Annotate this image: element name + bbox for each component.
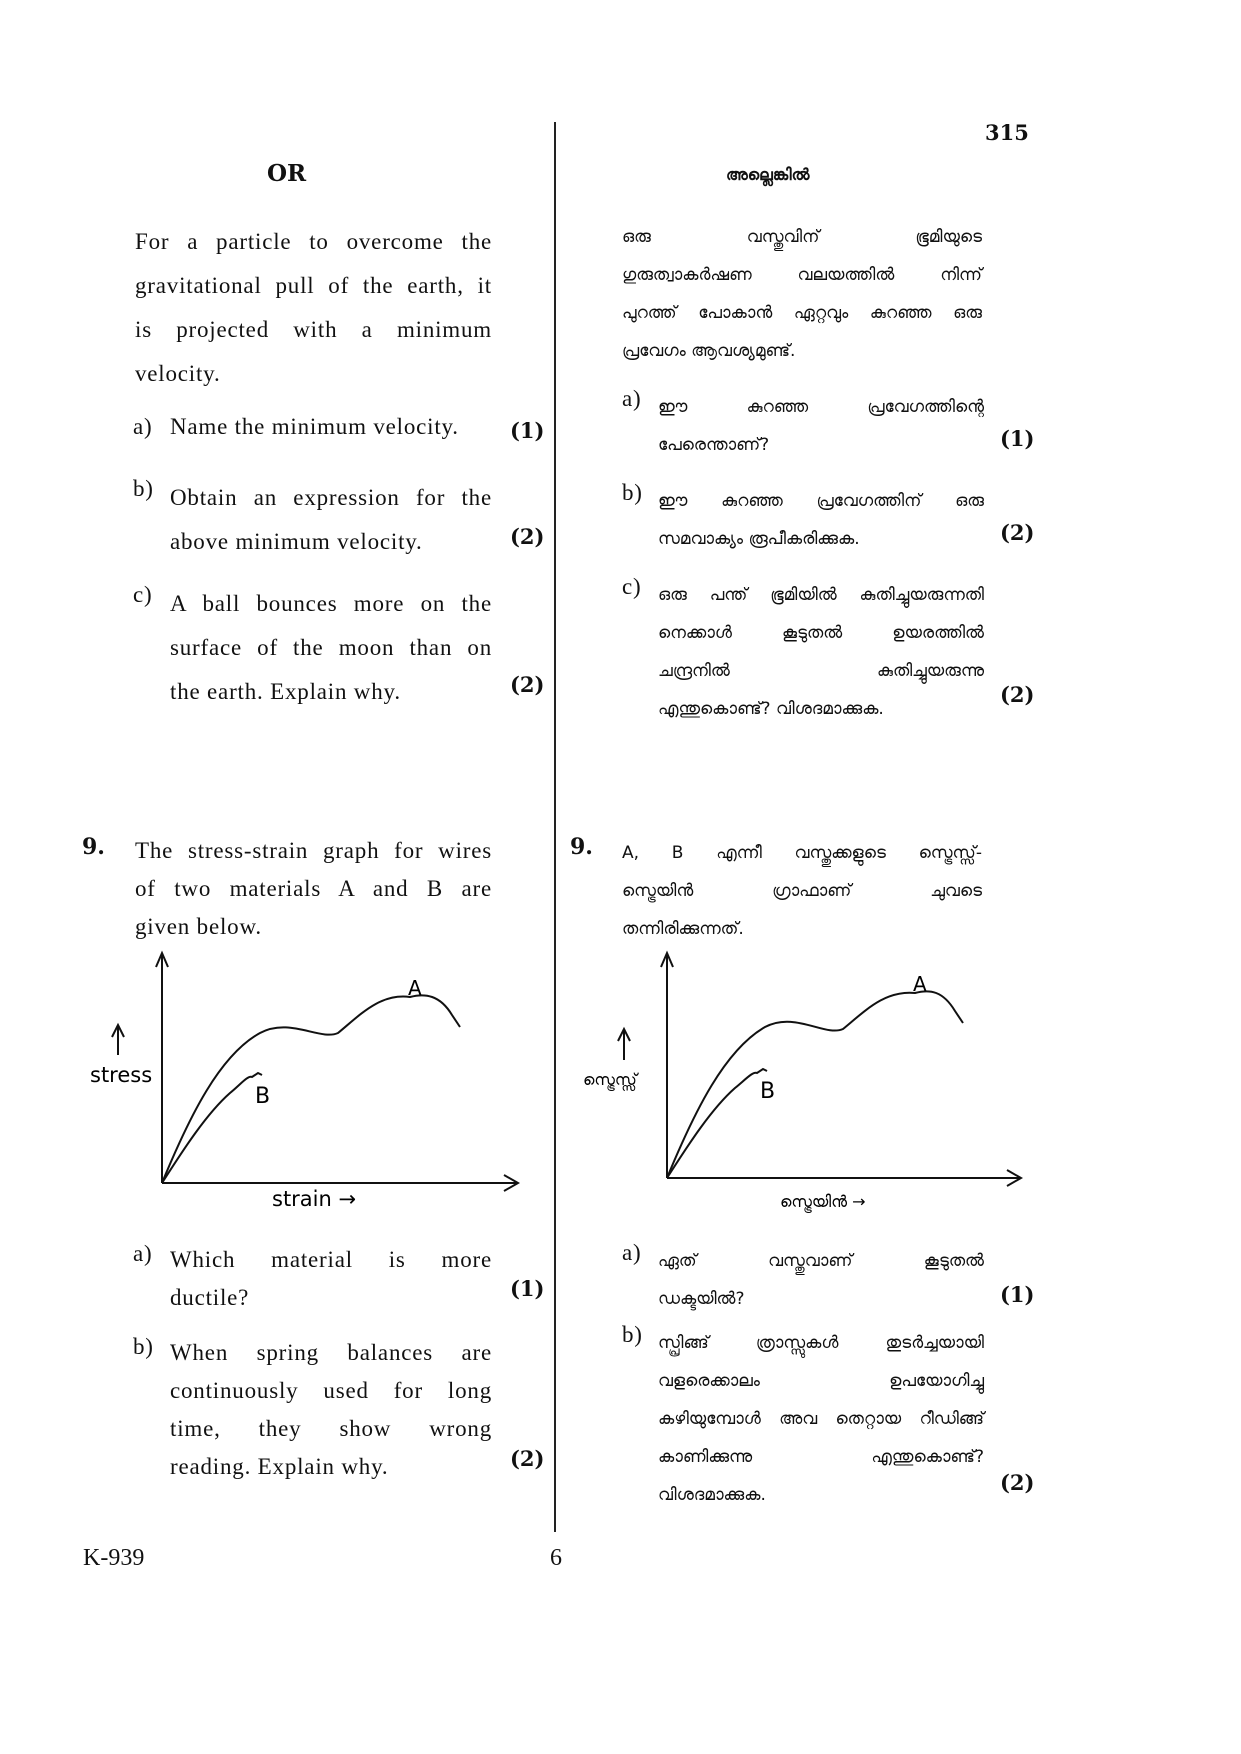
q8c-mark: (2) [510,672,545,697]
q8b-label-malayalam: b) [622,480,643,505]
or-label-malayalam: അല്ലെങ്കിൽ [726,165,810,184]
text-line: Obtain an expression for the [170,485,492,510]
text-line: ഈ കുറഞ്ഞ പ്രവേഗത്തിന്റെ [658,397,984,417]
q9b-label: b) [133,1334,154,1359]
curve-a [667,991,963,1178]
text-line: എന്തുകൊണ്ട്? വിശദമാക്കുക. [658,699,884,719]
q8-intro [135,220,492,396]
text-line: പേരെന്താണ്? [658,435,770,455]
q8a-text-malayalam [658,388,984,464]
q9b-mark: (2) [510,1446,545,1471]
text-line: സ്ട്രെയിൻ ഗ്രാഫാണ് ചുവടെ [622,881,982,901]
text-line: ഗുരുത്വാകർഷണ വലയത്തിൽ നിന്ന് [622,265,982,285]
stress-strain-graph-left [80,945,530,1215]
x-axis-label: strain → [272,1187,357,1211]
text-line: തന്നിരിക്കുന്നത്. [622,919,744,939]
text-line: The stress-strain graph for wires [135,838,492,863]
text-line: വളരെക്കാലം ഉപയോഗിച്ചു [658,1371,984,1391]
text-line: above minimum velocity. [170,529,423,554]
curve-b-label: B [255,1084,271,1109]
text-line: velocity. [135,361,221,386]
text-line: പുറത്ത് പോകാൻ ഏറ്റവും കുറഞ്ഞ ഒരു [622,303,982,323]
text-line: time, they show wrong [170,1416,492,1441]
q9a-label: a) [133,1241,153,1266]
text-line: സമവാക്യം രൂപീകരിക്കുക. [658,529,860,549]
q8c-text-malayalam [658,576,984,728]
text-line: കഴിയുമ്പോൾ അവ തെറ്റായ റീഡിങ്ങ് [658,1409,984,1429]
q9a-text-malayalam [658,1242,984,1318]
column-divider [554,122,556,1532]
q9a-text [170,1241,492,1317]
page-number: 6 [550,1545,562,1571]
q8b-mark-malayalam: (2) [1000,520,1035,545]
q8b-mark: (2) [510,524,545,549]
text-line: A, B എന്നീ വസ്തുക്കളുടെ സ്ട്രെസ്സ്- [622,843,982,863]
q9b-text [170,1334,492,1486]
or-label: OR [267,160,307,187]
q9-text [135,832,492,946]
q8c-text [170,582,492,714]
curve-b [667,1069,767,1178]
q8a-label-malayalam: a) [622,386,642,411]
q9b-text-malayalam [658,1324,984,1514]
q8a-mark: (1) [510,418,545,443]
y-axis-label: stress [90,1063,153,1087]
q9-number-malayalam: 9. [570,834,593,860]
curve-a-label: A [408,976,422,1000]
x-axis-label: സ്ട്രെയിൻ → [780,1192,866,1211]
curve-b-label: B [760,1079,776,1104]
text-line: കാണിക്കുന്നു എന്തുകൊണ്ട്? [658,1447,984,1467]
text-line: സ്പ്രിങ്ങ് ത്രാസ്സുകൾ തുടർച്ചയായി [658,1333,984,1353]
page-code: 315 [985,120,1029,145]
text-line: ചന്ദ്രനിൽ കുതിച്ചുയരുന്നു [658,661,984,681]
text-line: of two materials A and B are [135,876,492,901]
text-line: ductile? [170,1285,250,1310]
text-line: continuously used for long [170,1378,492,1403]
q9b-mark-malayalam: (2) [1000,1470,1035,1495]
text-line: the earth. Explain why. [170,679,401,704]
q8a-label: a) [133,414,153,439]
stress-strain-graph-right [575,945,1035,1220]
q8c-label-malayalam: c) [622,574,642,599]
text-line: പ്രവേഗം ആവശ്യമുണ്ട്. [622,341,796,361]
text-line: is projected with a minimum [135,317,492,342]
q8a-mark-malayalam: (1) [1000,426,1035,451]
q8-intro-malayalam [622,218,982,370]
text-line: ഒരു വസ്തുവിന് ഭൂമിയുടെ [622,227,982,247]
q9a-label-malayalam: a) [622,1240,642,1265]
paper-code: K-939 [83,1545,145,1571]
text-line: നെക്കാൾ കൂടുതൽ ഉയരത്തിൽ [658,623,984,643]
q8b-label: b) [133,476,154,501]
q8c-mark-malayalam: (2) [1000,682,1035,707]
text-line: given below. [135,914,262,939]
text-line: surface of the moon than on [170,635,492,660]
text-line: Which material is more [170,1247,492,1272]
q8a-text: Name the minimum velocity. [170,414,459,439]
text-line: ഒരു പന്ത് ഭൂമിയിൽ കുതിച്ചുയരുന്നതി [658,585,984,605]
q8c-label: c) [133,582,153,607]
text-line: വിശദമാക്കുക. [658,1485,766,1505]
curve-a [162,995,460,1183]
text-line: When spring balances are [170,1340,492,1365]
q9-text-malayalam [622,834,982,948]
q8b-text-malayalam [658,482,984,558]
q9a-mark: (1) [510,1276,545,1301]
curve-a-label: A [913,972,927,996]
q8b-text [170,476,492,564]
text-line: ഏത് വസ്തുവാണ് കൂടുതൽ [658,1251,984,1271]
y-axis-label: സ്ട്രെസ്സ് [583,1070,637,1089]
text-line: A ball bounces more on the [170,591,492,616]
text-line: ഈ കുറഞ്ഞ പ്രവേഗത്തിന് ഒരു [658,491,984,511]
text-line: reading. Explain why. [170,1454,389,1479]
curve-b [162,1073,262,1183]
q9-number: 9. [82,834,105,860]
text-line: ഡക്ടയിൽ? [658,1289,745,1309]
q9a-mark-malayalam: (1) [1000,1282,1035,1307]
text-line: gravitational pull of the earth, it [135,273,492,298]
q9b-label-malayalam: b) [622,1322,643,1347]
text-line: For a particle to overcome the [135,229,492,254]
